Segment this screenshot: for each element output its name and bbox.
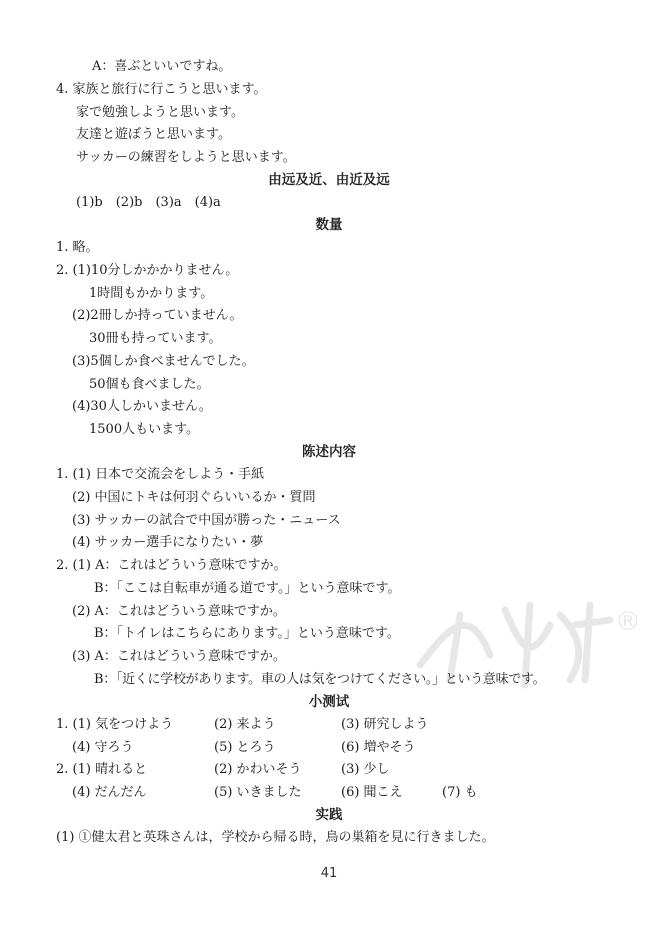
- answer-cell: (2) かわいそう: [214, 762, 302, 777]
- answer-line: 家で勉強しようと思います。: [76, 105, 244, 120]
- answer-line: 1500人もいます。: [89, 422, 200, 437]
- answer-line: 友達と遊ぼうと思います。: [76, 127, 231, 142]
- answer-line: A：喜ぶといいですね。: [92, 59, 232, 74]
- answer-cell: 2. (1) 晴れると: [56, 762, 148, 777]
- section-title: 实践: [315, 807, 343, 823]
- answer-line: 1. (1) 日本で交流会をしよう・手紙: [56, 467, 265, 482]
- answer-line: (2)2冊しか持っていません。: [72, 308, 243, 323]
- answer-line: 2. (1) A：これはどういう意味ですか。: [56, 558, 287, 573]
- answer-line: (4) サッカー選手になりたい・夢: [72, 535, 264, 550]
- answer-line: B：「ここは自転車が通る道です。」という意味です。: [94, 581, 401, 596]
- answer-cell: (5) とろう: [214, 740, 276, 755]
- answer-line: (3)5個しか食べませんでした。: [72, 354, 255, 369]
- answer-cell: (5) いきました: [214, 785, 302, 800]
- answer-line: (3) A：これはどういう意味ですか。: [72, 649, 286, 664]
- page-number: 41: [320, 866, 338, 881]
- watermark-logo: [410, 585, 650, 695]
- answer-cell: (4) だんだん: [72, 785, 147, 800]
- section-title: 陈述内容: [302, 444, 356, 460]
- svg-text:®: ®: [615, 607, 641, 637]
- answer-line: B：「トイレはこちらにあります。」という意味です。: [94, 626, 400, 641]
- answer-line: 4. 家族と旅行に行こうと思います。: [56, 82, 267, 97]
- answer-cell: (4) 守ろう: [72, 740, 134, 755]
- answer-line: (2) 中国にトキは何羽ぐらいいるか・質問: [72, 490, 316, 505]
- section-title: 小测试: [308, 694, 350, 710]
- answer-cell: (6) 聞こえ: [341, 785, 403, 800]
- answer-line: 30冊も持っています。: [89, 331, 222, 346]
- answer-cell: 1. (1) 気をつけよう: [56, 717, 174, 732]
- answer-line: (1) ①健太君と英珠さんは，学校から帰る時，鳥の巣箱を見に行きました。: [56, 830, 495, 845]
- section-title: 数量: [315, 217, 343, 233]
- answer-line: 50個も食べました。: [89, 377, 210, 392]
- answer-cell: (3) 研究しよう: [341, 717, 429, 732]
- answer-line: (4)30人しかいません。: [72, 399, 212, 414]
- answer-line: (2) A：これはどういう意味ですか。: [72, 604, 286, 619]
- answer-line: サッカーの練習をしようと思います。: [76, 150, 296, 165]
- section-title: 由远及近、由近及远: [268, 172, 390, 188]
- answer-line: (1)b (2)b (3)a (4)a: [76, 195, 221, 210]
- answer-line: 2. (1)10分しかかかりません。: [56, 263, 239, 278]
- answer-line: 1時間もかかります。: [89, 286, 214, 301]
- answer-line: (3) サッカーの試合で中国が勝った・ニュース: [72, 513, 341, 528]
- answer-cell: (3) 少し: [341, 762, 390, 777]
- answer-cell: (7) も: [442, 785, 478, 800]
- answer-line: B：「近くに学校があります。車の人は気をつけてください。」という意味です。: [94, 672, 546, 687]
- answer-cell: (6) 増やそう: [341, 740, 416, 755]
- answer-cell: (2) 来よう: [214, 717, 276, 732]
- answer-line: 1. 略。: [56, 240, 99, 255]
